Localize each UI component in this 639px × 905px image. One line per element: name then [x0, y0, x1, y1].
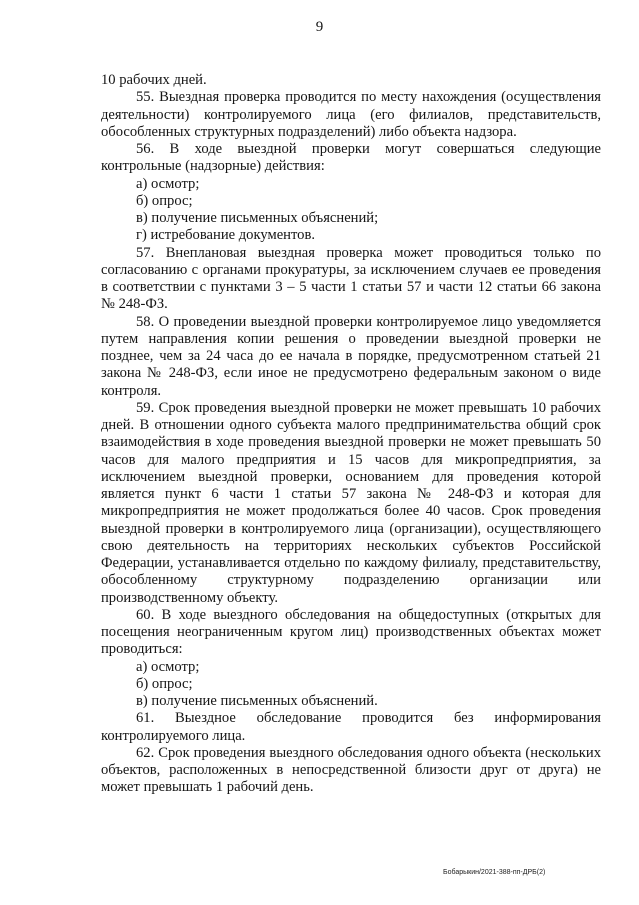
list-item: а) осмотр; [136, 658, 200, 675]
list-item: б) опрос; [136, 675, 193, 692]
list-item: в) получение письменных объяснений. [136, 693, 378, 709]
list-item: в) получение письменных объяснений; [136, 210, 379, 226]
paragraph-55: 55. Выездная проверка проводится по месту нахождения (осуществления деятельности) контролируемого лица (его филиалов, представительств, обособленных структурных подразделений) либо объекта надзора. [101, 89, 601, 140]
paragraph-58: 58. О проведении выездной проверки контролируемое лицо уведомляется путем направления копии решения о проведении выездной проверки не позднее, чем за 24 часа до ее начала в порядке, предусмотренном статьей 21 закона № 248-ФЗ, если иное не предусмотрено федеральным законом о виде контроля. [101, 313, 601, 399]
page-number: 9 [315, 19, 324, 35]
document-body [101, 72, 601, 797]
paragraph-57: 57. Внеплановая выездная проверка может проводиться только по согласованию с органами прокуратуры, за исключением случаев ее проведения в соответствии с пунктами 3 – 5 части 1 статьи 57 и части 12 статьи 66 закона № 248-ФЗ. [101, 244, 601, 313]
paragraph-56: 56. В ходе выездной проверки могут совершаться следующие контрольные (надзорные) действия: [101, 141, 601, 175]
document-footer-code: Бобарыкин/2021-388-пп-ДРБ(2) [443, 869, 546, 876]
paragraph-continuation: 10 рабочих дней. [101, 72, 207, 88]
paragraph-62: 62. Срок проведения выездного обследования одного объекта (нескольких объектов, расположенных в непосредственной близости друг от друга) не может превышать 1 рабочий день. [101, 744, 601, 796]
paragraph-59: 59. Срок проведения выездной проверки не может превышать 10 рабочих дней. В отношении одного субъекта малого предпринимательства общий срок взаимодействия в ходе проведения выездной проверки не может превышать 50 часов для малого предприятия и 15 часов для микропредприятия, за исключением выездной проверки, основанием для проведения которой является пункт 6 части 1 статьи 57 закона № 248-ФЗ и которая для микропредприятия не может продолжаться более 40 часов. Срок проведения выездной проверки в контролируемого лица (организации), осуществляющего свою деятельность на территориях нескольких субъектов Российской Федерации, устанавливается отдельно по каждому филиалу, представительству, обособленному структурному подразделению организации или производственному объекту. [101, 399, 601, 606]
paragraph-60: 60. В ходе выездного обследования на общедоступных (открытых для посещения неограниченным кругом лиц) производственных объектах может проводиться: [101, 606, 601, 658]
list-item: а) осмотр; [136, 175, 200, 192]
list-item: б) опрос; [136, 192, 193, 209]
paragraph-61: 61. Выездное обследование проводится без информирования контролируемого лица. [101, 710, 601, 744]
list-item: г) истребование документов. [136, 227, 316, 244]
